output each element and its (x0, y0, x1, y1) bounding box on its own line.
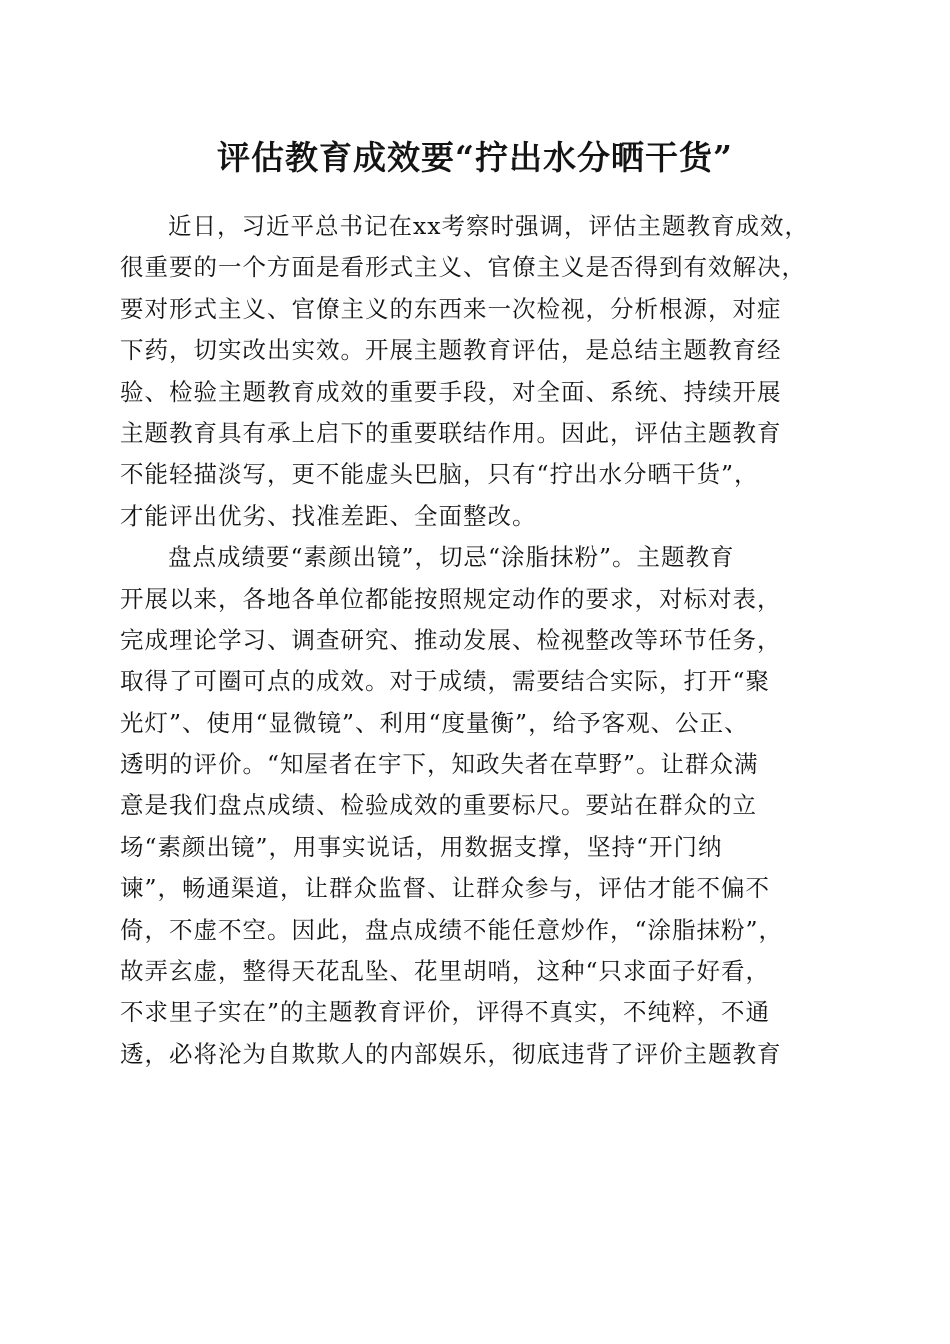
paragraph-line: 盘点成绩要“素颜出镜”，切忌“涂脂抹粉”。主题教育 (168, 543, 735, 572)
document-title: 评估教育成效要“拧出水分晒干货” (217, 138, 733, 177)
paragraph-line: 开展以来，各地各单位都能按照规定动作的要求，对标对表， (120, 584, 782, 613)
paragraph-line: 倚，不虚不空。因此，盘点成绩不能任意炒作，“涂脂抹粉”， (120, 915, 784, 944)
paragraph-1 (120, 206, 840, 537)
document-body (120, 206, 840, 1075)
paragraph-line: 透明的评价。“知屋者在宇下，知政失者在草野”。让群众满 (120, 750, 759, 779)
paragraph-line: 完成理论学习、调查研究、推动发展、检视整改等环节任务， (120, 625, 782, 654)
paragraph-line: 光灯”、使用“显微镜”、利用“度量衡”，给予客观、公正、 (120, 708, 749, 737)
paragraph-line: 要对形式主义、官僚主义的东西来一次检视，分析根源，对症 (120, 294, 782, 323)
paragraph-line: 意是我们盘点成绩、检验成效的重要标尺。要站在群众的立 (120, 791, 757, 820)
paragraph-line: 很重要的一个方面是看形式主义、官僚主义是否得到有效解决， (120, 253, 806, 282)
paragraph-line: 透，必将沦为自欺欺人的内部娱乐，彻底违背了评价主题教育 (120, 1039, 782, 1068)
paragraph-line: 下药，切实改出实效。开展主题教育评估，是总结主题教育经 (120, 336, 782, 365)
paragraph-line: 场“素颜出镜”，用事实说话，用数据支撑，坚持“开门纳 (120, 832, 723, 861)
paragraph-line: 近日，习近平总书记在xx考察时强调，评估主题教育成效， (168, 212, 810, 240)
paragraph-line: 才能评出优劣、找准差距、全面整改。 (120, 501, 537, 530)
paragraph-line: 不能轻描淡写，更不能虚头巴脑，只有“拧出水分晒干货”， (120, 460, 759, 489)
paragraph-line: 主题教育具有承上启下的重要联结作用。因此，评估主题教育 (120, 418, 782, 447)
paragraph-line: 取得了可圈可点的成效。对于成绩，需要结合实际，打开“聚 (120, 667, 771, 696)
paragraph-line: 故弄玄虚，整得天花乱坠、花里胡哨，这种“只求面子好看， (120, 957, 771, 986)
paragraph-line: 谏”，畅通渠道，让群众监督、让群众参与，评估才能不偏不 (120, 874, 771, 903)
paragraph-2 (120, 537, 840, 1075)
paragraph-line: 验、检验主题教育成效的重要手段，对全面、系统、持续开展 (120, 377, 782, 406)
paragraph-line: 不求里子实在”的主题教育评价，评得不真实，不纯粹，不通 (120, 998, 771, 1027)
